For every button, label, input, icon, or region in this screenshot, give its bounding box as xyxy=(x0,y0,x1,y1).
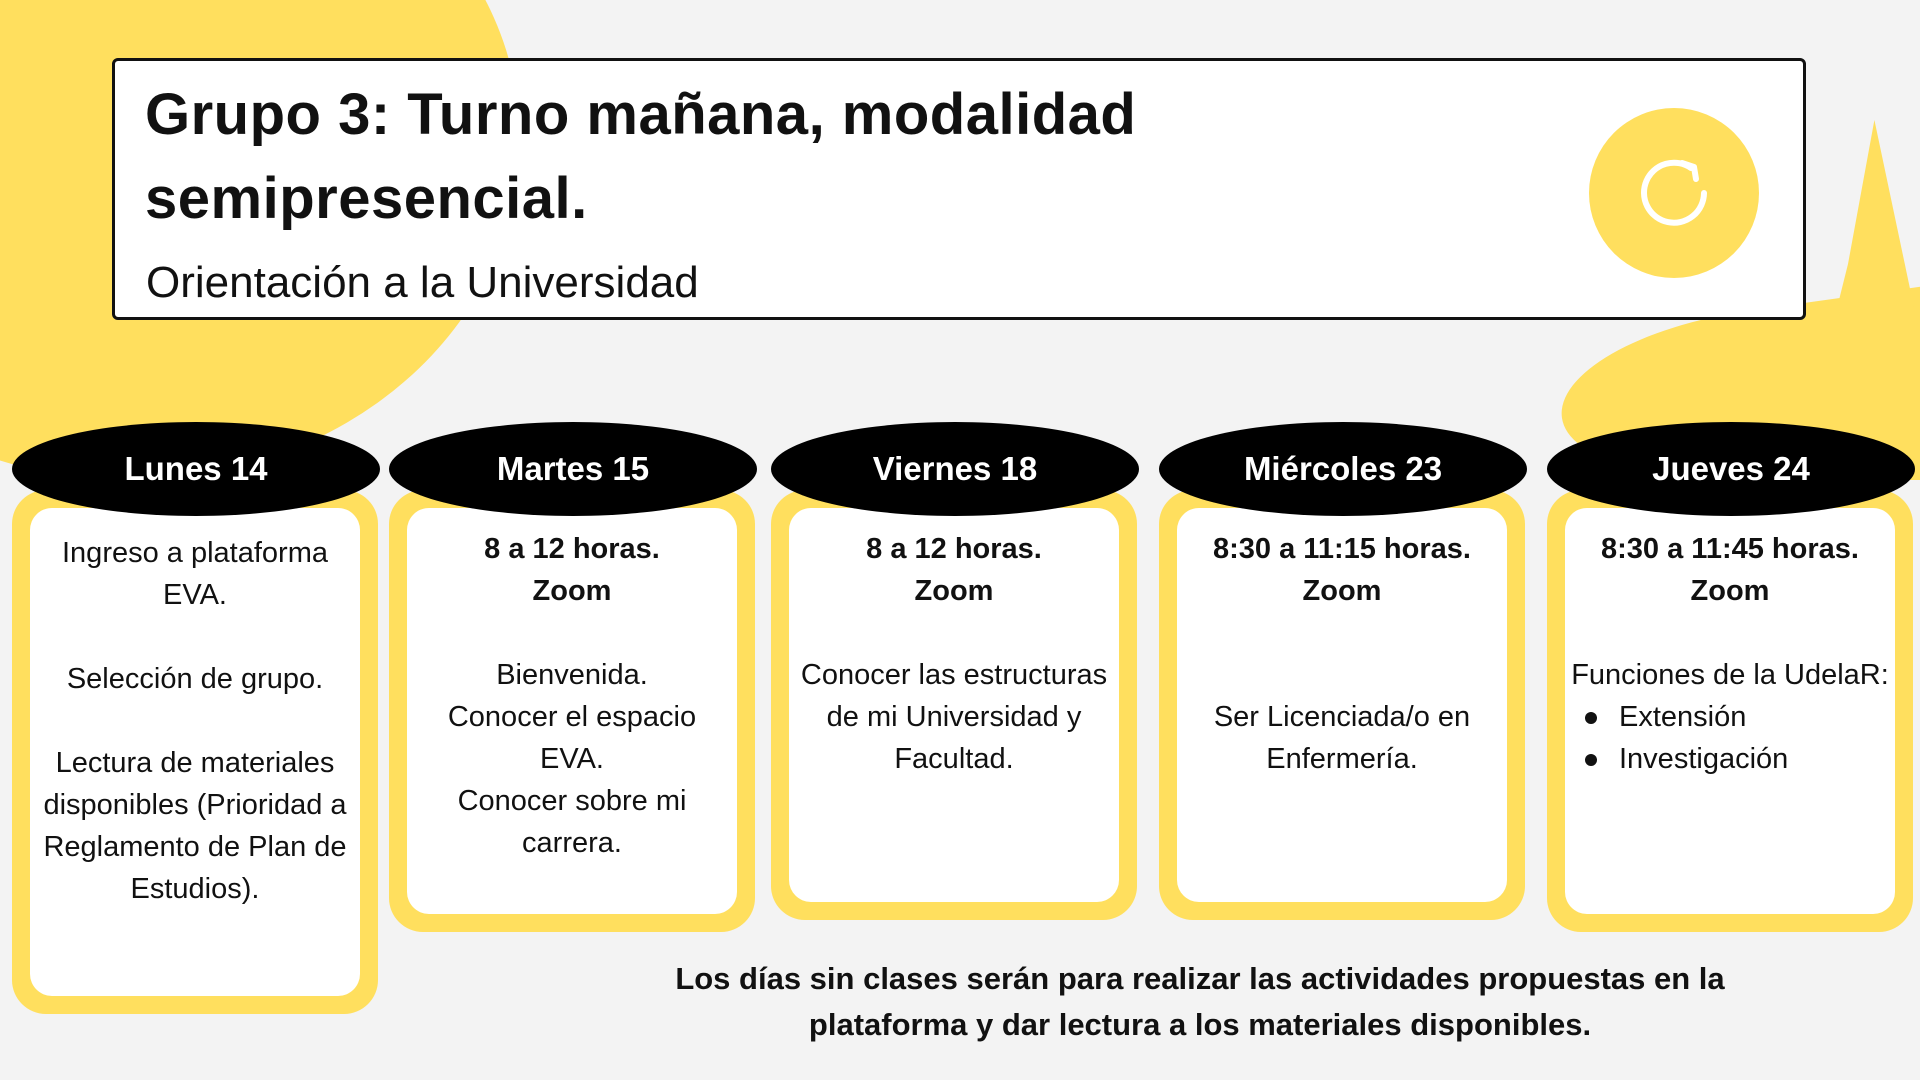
day-pill: Jueves 24 xyxy=(1547,422,1915,516)
activity-text: Conocer las estructuras de mi Universidad y Facultad. xyxy=(800,659,1108,775)
schedule-platform: Zoom xyxy=(532,575,612,607)
page-subtitle: Orientación a la Universidad xyxy=(146,258,699,307)
schedule-time: 8 a 12 horas. xyxy=(866,533,1042,565)
activity-text: Conocer sobre mi carrera. xyxy=(457,785,687,859)
day-pill: Miércoles 23 xyxy=(1159,422,1527,516)
day-card-content xyxy=(1565,508,1895,914)
schedule-time: 8 a 12 horas. xyxy=(484,533,660,565)
day-card-content xyxy=(789,508,1119,902)
day-card-content xyxy=(1177,508,1507,902)
activity-text: Funciones de la UdelaR: xyxy=(1571,659,1889,691)
footer-note: Los días sin clases serán para realizar las actividades propuestas en la plataforma y dar lectura a los materiales disponibles. xyxy=(675,961,1725,1042)
day-card xyxy=(1159,490,1525,920)
activity-text: Conocer el espacio EVA. xyxy=(447,701,697,775)
bullet-item: Extensión xyxy=(1581,696,1889,738)
activity-text: Ingreso a plataforma EVA. xyxy=(62,537,328,611)
day-card-content xyxy=(30,508,360,996)
day-card xyxy=(771,490,1137,920)
day-card xyxy=(12,490,378,1014)
day-pill: Martes 15 xyxy=(389,422,757,516)
day-pill: Lunes 14 xyxy=(12,422,380,516)
bullet-list xyxy=(1571,696,1889,780)
day-card-content xyxy=(407,508,737,914)
page-title: Grupo 3: Turno mañana, modalidad semipresencial. xyxy=(145,82,1137,231)
activity-text: Bienvenida. xyxy=(496,659,648,691)
day-card xyxy=(389,490,755,932)
refresh-icon xyxy=(1589,108,1759,278)
day-pill: Viernes 18 xyxy=(771,422,1139,516)
activity-text: Ser Licenciada/o en Enfermería. xyxy=(1213,701,1471,775)
schedule-time: 8:30 a 11:45 horas. xyxy=(1601,533,1859,565)
activity-text: Selección de grupo. xyxy=(66,663,324,695)
activity-text: Lectura de materiales disponibles (Prioridad a Reglamento de Plan de Estudios). xyxy=(43,747,347,905)
schedule-platform: Zoom xyxy=(1690,575,1770,607)
bullet-item: Investigación xyxy=(1581,738,1889,780)
header-box xyxy=(112,58,1806,320)
schedule-time: 8:30 a 11:15 horas. xyxy=(1213,533,1471,565)
day-card xyxy=(1547,490,1913,932)
schedule-platform: Zoom xyxy=(914,575,994,607)
schedule-platform: Zoom xyxy=(1302,575,1382,607)
